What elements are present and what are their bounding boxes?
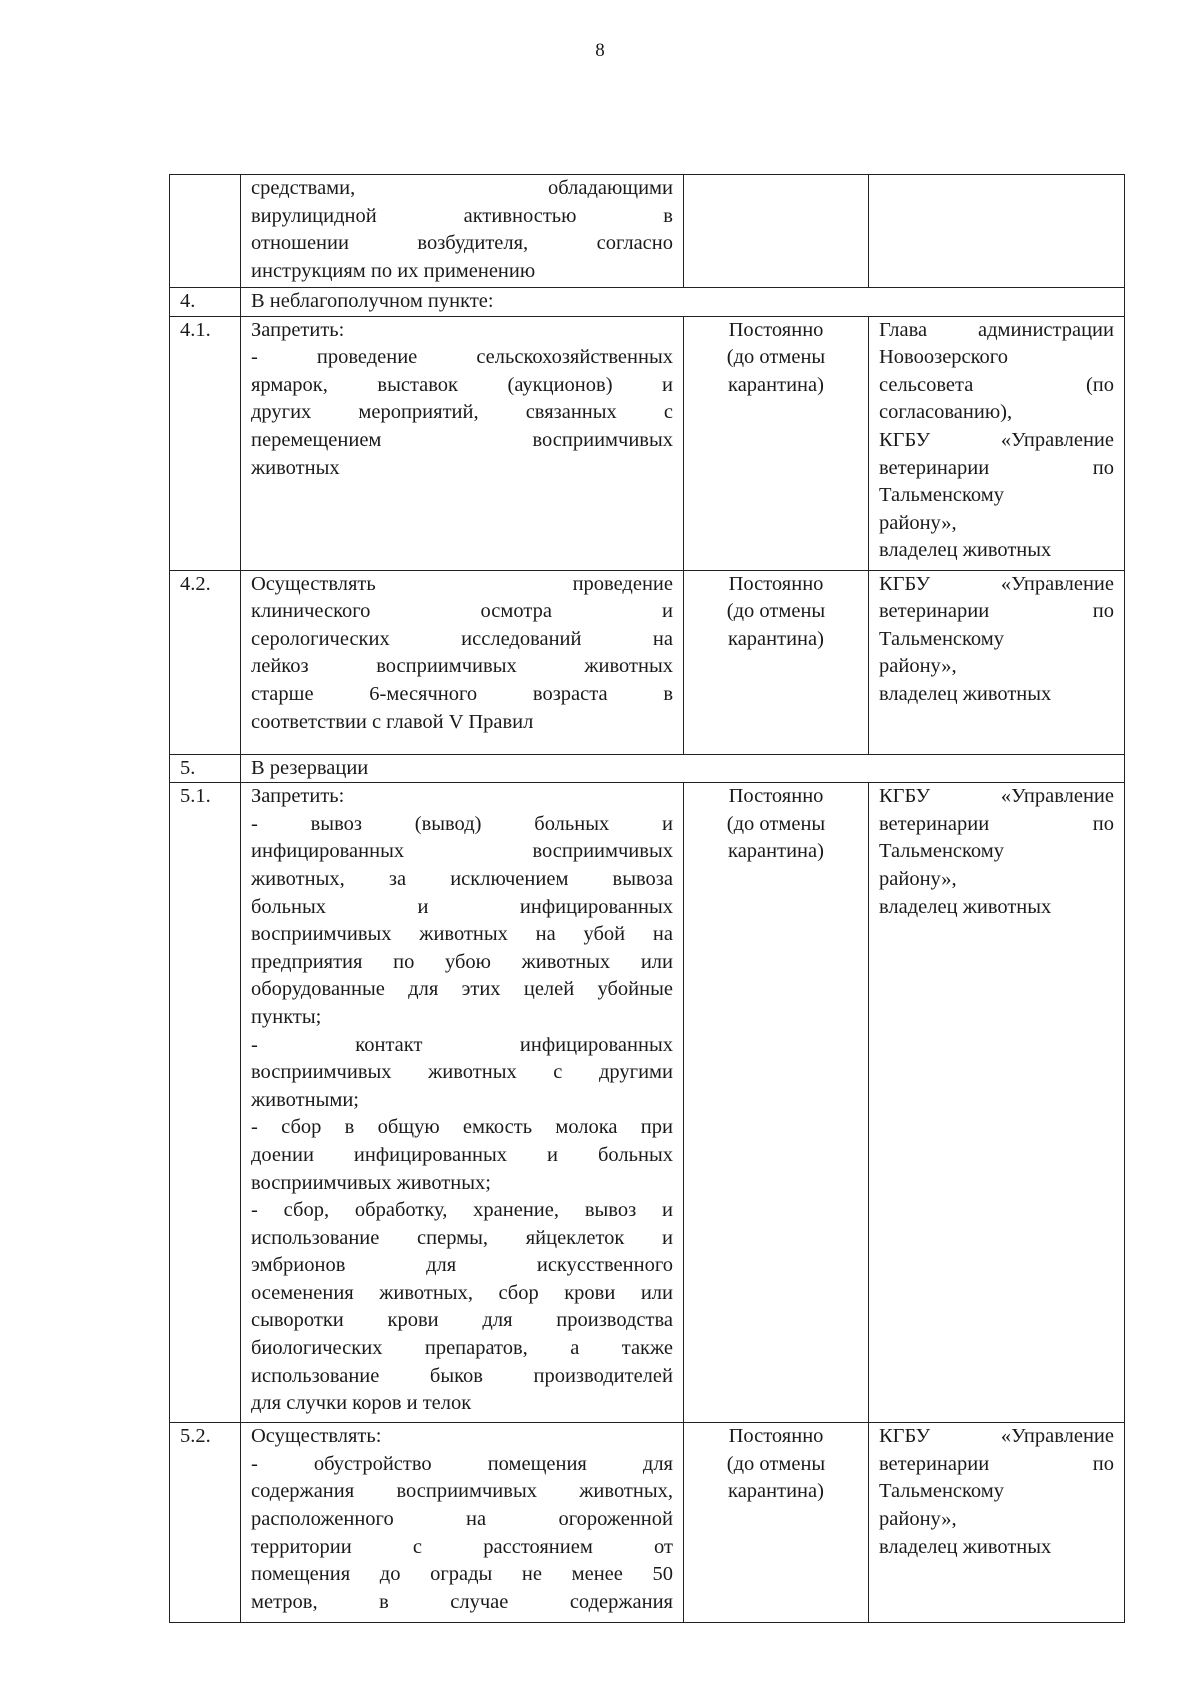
text-line: ветеринарии по bbox=[879, 600, 1114, 623]
text-line: Постоянно bbox=[728, 1425, 824, 1448]
text-line: расположенного на огороженной bbox=[251, 1507, 673, 1530]
deadline-cell bbox=[684, 175, 869, 288]
text-line: предприятия по убою животных или bbox=[251, 950, 673, 973]
text-line: животных bbox=[251, 456, 340, 479]
text-line: биологических препаратов, а также bbox=[251, 1337, 673, 1360]
item-number: 4.2. bbox=[170, 570, 241, 754]
section-title: В неблагополучном пункте: bbox=[241, 288, 1125, 317]
text-line: пункты; bbox=[251, 1005, 322, 1028]
text-line: карантина) bbox=[728, 373, 824, 396]
text-line: - сбор в общую емкость молока при bbox=[251, 1116, 673, 1139]
text-line: Постоянно bbox=[728, 318, 824, 341]
text-line: использование спермы, яйцеклеток и bbox=[251, 1226, 673, 1249]
text-line: - контакт инфицированных bbox=[251, 1033, 673, 1056]
text-line: территории с расстоянием от bbox=[251, 1535, 673, 1558]
text-line: Тальменскому bbox=[879, 840, 1005, 863]
text-line: карантина) bbox=[728, 627, 824, 650]
section-title: В резервации bbox=[241, 754, 1125, 783]
item-number bbox=[170, 175, 241, 288]
measure-text bbox=[241, 783, 684, 1423]
text-line: содержания восприимчивых животных, bbox=[251, 1480, 673, 1503]
text-line: КГБУ «Управление bbox=[879, 785, 1114, 808]
text-line: (до отмены bbox=[726, 346, 826, 369]
text-line: лейкоз восприимчивых животных bbox=[251, 655, 673, 678]
responsible-cell bbox=[869, 783, 1125, 1423]
measure-text bbox=[241, 316, 684, 570]
text-line: метров, в случае содержания bbox=[251, 1590, 673, 1613]
item-number: 4.1. bbox=[170, 316, 241, 570]
measure-text bbox=[241, 570, 684, 754]
text-line: району», bbox=[879, 655, 957, 678]
text-line: ярмарок, выставок (аукционов) и bbox=[251, 373, 673, 396]
text-line: оборудованные для этих целей убойные bbox=[251, 978, 673, 1001]
text-line: Тальменскому bbox=[879, 1480, 1005, 1503]
text-line: (до отмены bbox=[726, 812, 826, 835]
text-line: владелец животных bbox=[879, 1535, 1052, 1558]
text-line: карантина) bbox=[728, 1480, 824, 1503]
text-line: животными; bbox=[251, 1088, 359, 1111]
measures-table bbox=[169, 174, 1125, 1623]
text-line: карантина) bbox=[728, 840, 824, 863]
text-line: владелец животных bbox=[879, 539, 1052, 562]
text-line: помещения до ограды не менее 50 bbox=[251, 1563, 673, 1586]
text-line: - вывоз (вывод) больных и bbox=[251, 812, 673, 835]
text-line: соответствии с главой V Правил bbox=[251, 710, 534, 733]
text-line: Постоянно bbox=[728, 572, 824, 595]
text-line: Запретить: bbox=[251, 785, 345, 808]
responsible-cell bbox=[869, 1423, 1125, 1623]
text-line: осеменения животных, сбор крови или bbox=[251, 1281, 673, 1304]
deadline-cell bbox=[684, 570, 869, 754]
text-line: других мероприятий, связанных с bbox=[251, 401, 673, 424]
responsible-cell bbox=[869, 316, 1125, 570]
text-line: Тальменскому bbox=[879, 627, 1005, 650]
responsible-cell bbox=[869, 570, 1125, 754]
measure-text bbox=[241, 175, 684, 288]
item-number: 5. bbox=[170, 754, 241, 783]
text-line: ветеринарии по bbox=[879, 812, 1114, 835]
text-line: больных и инфицированных bbox=[251, 895, 673, 918]
text-line: старше 6-месячного возраста в bbox=[251, 682, 673, 705]
page-number: 8 bbox=[595, 40, 605, 61]
text-line: восприимчивых животных с другими bbox=[251, 1061, 673, 1084]
table-row bbox=[170, 288, 1125, 317]
item-number: 4. bbox=[170, 288, 241, 317]
item-number: 5.1. bbox=[170, 783, 241, 1423]
text-line: серологических исследований на bbox=[251, 627, 673, 650]
text-line: вирулицидной активностью в bbox=[251, 204, 673, 227]
text-line: КГБУ «Управление bbox=[879, 572, 1114, 595]
table-row bbox=[170, 175, 1125, 288]
item-number: 5.2. bbox=[170, 1423, 241, 1623]
text-line: доении инфицированных и больных bbox=[251, 1143, 673, 1166]
measure-text bbox=[241, 1423, 684, 1623]
text-line: ветеринарии по bbox=[879, 456, 1114, 479]
text-line: клинического осмотра и bbox=[251, 600, 673, 623]
text-line: Осуществлять проведение bbox=[251, 572, 673, 595]
text-line: Запретить: bbox=[251, 318, 345, 341]
text-line: для случки коров и телок bbox=[251, 1392, 472, 1415]
responsible-cell bbox=[869, 175, 1125, 288]
deadline-cell bbox=[684, 316, 869, 570]
text-line: Осуществлять: bbox=[251, 1425, 382, 1448]
text-line: КГБУ «Управление bbox=[879, 428, 1114, 451]
text-line: животных, за исключением вывоза bbox=[251, 867, 673, 890]
text-line: району», bbox=[879, 867, 957, 890]
text-line: - сбор, обработку, хранение, вывоз и bbox=[251, 1199, 673, 1222]
text-line: владелец животных bbox=[879, 895, 1052, 918]
text-line: средствами, обладающими bbox=[251, 177, 673, 199]
text-line: району», bbox=[879, 511, 957, 534]
table-row bbox=[170, 1423, 1125, 1623]
measures-table-body bbox=[170, 175, 1125, 1623]
text-line: - проведение сельскохозяйственных bbox=[251, 346, 673, 369]
text-line: использование быков производителей bbox=[251, 1364, 673, 1387]
table-row bbox=[170, 783, 1125, 1423]
text-line: восприимчивых животных на убой на bbox=[251, 923, 673, 946]
text-line: району», bbox=[879, 1507, 957, 1530]
text-line: КГБУ «Управление bbox=[879, 1425, 1114, 1448]
text-line: Глава администрации bbox=[879, 318, 1114, 341]
text-line: перемещением восприимчивых bbox=[251, 428, 673, 451]
text-line: Постоянно bbox=[728, 785, 824, 808]
text-line: сыворотки крови для производства bbox=[251, 1309, 673, 1332]
text-line: - обустройство помещения для bbox=[251, 1452, 673, 1475]
text-line: эмбрионов для искусственного bbox=[251, 1254, 673, 1277]
table-row bbox=[170, 316, 1125, 570]
text-line: владелец животных bbox=[879, 682, 1052, 705]
text-line: инструкциям по их применению bbox=[251, 259, 536, 282]
text-line: ветеринарии по bbox=[879, 1452, 1114, 1475]
text-line: сельсовета (по bbox=[879, 373, 1114, 396]
table-row bbox=[170, 570, 1125, 754]
text-line: (до отмены bbox=[726, 600, 826, 623]
table-row bbox=[170, 754, 1125, 783]
text-line: Новоозерского bbox=[879, 346, 1008, 369]
text-line: Тальменскому bbox=[879, 484, 1005, 507]
text-line: восприимчивых животных; bbox=[251, 1171, 491, 1194]
text-line: согласованию), bbox=[879, 401, 1013, 424]
text-line: инфицированных восприимчивых bbox=[251, 840, 673, 863]
deadline-cell bbox=[684, 1423, 869, 1623]
deadline-cell bbox=[684, 783, 869, 1423]
text-line: отношении возбудителя, согласно bbox=[251, 232, 673, 255]
text-line: (до отмены bbox=[726, 1452, 826, 1475]
